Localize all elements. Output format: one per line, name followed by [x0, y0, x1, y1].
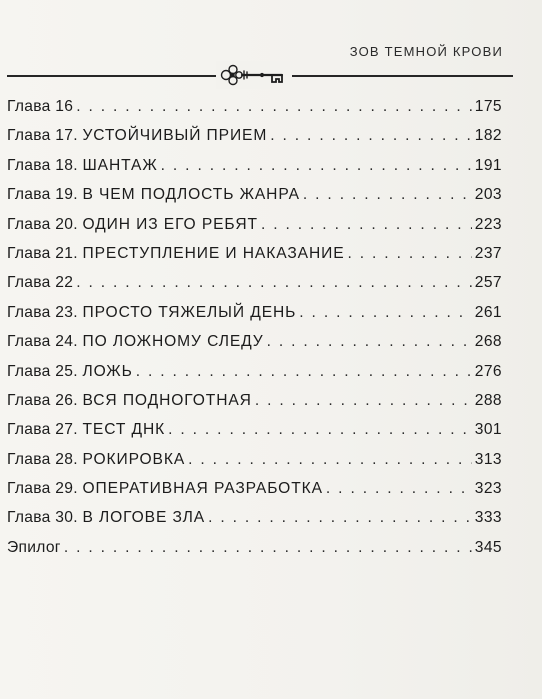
- toc-page-number: 313: [474, 450, 502, 468]
- leader-dots: [188, 450, 472, 470]
- toc-page-number: 191: [474, 156, 502, 174]
- toc-page-number: 323: [474, 480, 502, 498]
- toc-entry-label: Эпилог: [7, 538, 61, 556]
- toc-entry-chapter-21: [7, 244, 502, 273]
- toc-chapter-title: ОДИН ИЗ ЕГО РЕБЯТ: [82, 215, 258, 233]
- toc-entry-chapter-24: [7, 332, 502, 361]
- leader-dots: [303, 185, 472, 205]
- toc-chapter-title: ОПЕРАТИВНАЯ РАЗРАБОТКА: [82, 480, 323, 498]
- toc-chapter-title: ВСЯ ПОДНОГОТНАЯ: [82, 391, 252, 409]
- toc-chapter-title: УСТОЙЧИВЫЙ ПРИЕМ: [82, 127, 268, 145]
- toc-chapter-number: Глава 25.: [7, 362, 78, 380]
- key-ornament-icon: [216, 61, 292, 89]
- toc-page-number: 333: [474, 509, 502, 527]
- toc-entry-label: [7, 303, 296, 323]
- toc-entry-label: [7, 332, 264, 352]
- toc-entry-label: [7, 126, 267, 146]
- toc-entry-chapter-23: [7, 303, 502, 332]
- toc-entry-label: [7, 362, 133, 382]
- toc-chapter-number: Глава 17.: [7, 127, 78, 145]
- leader-dots: [326, 479, 472, 499]
- toc-entry-label: [7, 244, 345, 264]
- toc-chapter-title: ТЕСТ ДНК: [82, 421, 166, 439]
- toc-page-number: 223: [474, 215, 502, 233]
- toc-entry-chapter-28: [7, 450, 502, 479]
- toc-page-number: 301: [474, 421, 502, 439]
- leader-dots: [208, 508, 472, 528]
- leader-dots: [348, 244, 472, 264]
- toc-chapter-number: Глава 29.: [7, 480, 78, 498]
- toc-entry-label: Глава 22: [7, 274, 74, 292]
- toc-entry-chapter-18: [7, 156, 502, 185]
- toc-page-number: 261: [474, 303, 502, 321]
- toc-entry-chapter-17: [7, 126, 502, 155]
- toc-chapter-number: Глава 27.: [7, 421, 78, 439]
- toc-entry-chapter-29: [7, 479, 502, 508]
- toc-entry-label: [7, 185, 300, 205]
- toc-entry-epilogue: [7, 538, 502, 567]
- leader-dots: [255, 391, 472, 411]
- toc-entry-chapter-22: [7, 273, 502, 302]
- toc-chapter-number: Глава 26.: [7, 391, 78, 409]
- toc-entry-chapter-25: [7, 362, 502, 391]
- toc-entry-label: [7, 508, 205, 528]
- toc-chapter-title: ПРЕСТУПЛЕНИЕ И НАКАЗАНИЕ: [82, 244, 345, 262]
- toc-chapter-number: Глава 21.: [7, 244, 78, 262]
- leader-dots: [76, 273, 472, 293]
- toc-page-number: 257: [474, 274, 502, 292]
- toc-chapter-number: Глава 30.: [7, 509, 78, 527]
- toc-chapter-number: Глава 24.: [7, 333, 78, 351]
- toc-page-number: 268: [474, 333, 502, 351]
- toc-page-number: 175: [474, 98, 502, 115]
- toc-entry-label: [7, 156, 158, 176]
- toc-entry-label: [7, 391, 252, 411]
- leader-dots: [261, 215, 472, 235]
- toc-entry-chapter-26: [7, 391, 502, 420]
- toc-page-number: 345: [474, 538, 502, 556]
- toc-chapter-title: РОКИРОВКА: [82, 450, 186, 468]
- table-of-contents: [7, 97, 502, 567]
- toc-entry-label: [7, 420, 165, 440]
- toc-page-number: 288: [474, 391, 502, 409]
- toc-chapter-title: ПО ЛОЖНОМУ СЛЕДУ: [82, 333, 264, 351]
- toc-chapter-title: ШАНТАЖ: [82, 156, 158, 174]
- toc-entry-chapter-16: [7, 97, 502, 126]
- toc-entry-chapter-27: [7, 420, 502, 449]
- leader-dots: [270, 126, 472, 146]
- toc-entry-label: [7, 215, 258, 235]
- running-head: ЗОВ ТЕМНОЙ КРОВИ: [349, 44, 503, 59]
- leader-dots: [76, 97, 472, 117]
- toc-chapter-title: ЛОЖЬ: [82, 362, 133, 380]
- toc-chapter-title: В ЧЕМ ПОДЛОСТЬ ЖАНРА: [82, 186, 300, 204]
- toc-chapter-title: ПРОСТО ТЯЖЕЛЫЙ ДЕНЬ: [82, 303, 297, 321]
- toc-entry-chapter-19: [7, 185, 502, 214]
- toc-entry-chapter-30: [7, 508, 502, 537]
- toc-page-number: 203: [474, 186, 502, 204]
- toc-chapter-number: Глава 28.: [7, 450, 78, 468]
- toc-chapter-title: В ЛОГОВЕ ЗЛА: [82, 509, 206, 527]
- toc-page-number: 182: [474, 127, 502, 145]
- leader-dots: [168, 420, 472, 440]
- toc-chapter-number: Глава 23.: [7, 303, 78, 321]
- toc-entry-label: [7, 479, 323, 499]
- toc-entry-chapter-20: [7, 215, 502, 244]
- leader-dots: [136, 362, 472, 382]
- leader-dots: [161, 156, 472, 176]
- toc-page-number: 237: [474, 244, 502, 262]
- toc-page-number: 276: [474, 362, 502, 380]
- toc-entry-label: Глава 16: [7, 98, 74, 115]
- leader-dots: [64, 538, 472, 558]
- leader-dots: [299, 303, 471, 323]
- toc-chapter-number: Глава 19.: [7, 186, 78, 204]
- toc-entry-label: [7, 450, 185, 470]
- toc-chapter-number: Глава 20.: [7, 215, 78, 233]
- leader-dots: [267, 332, 472, 352]
- toc-chapter-number: Глава 18.: [7, 156, 78, 174]
